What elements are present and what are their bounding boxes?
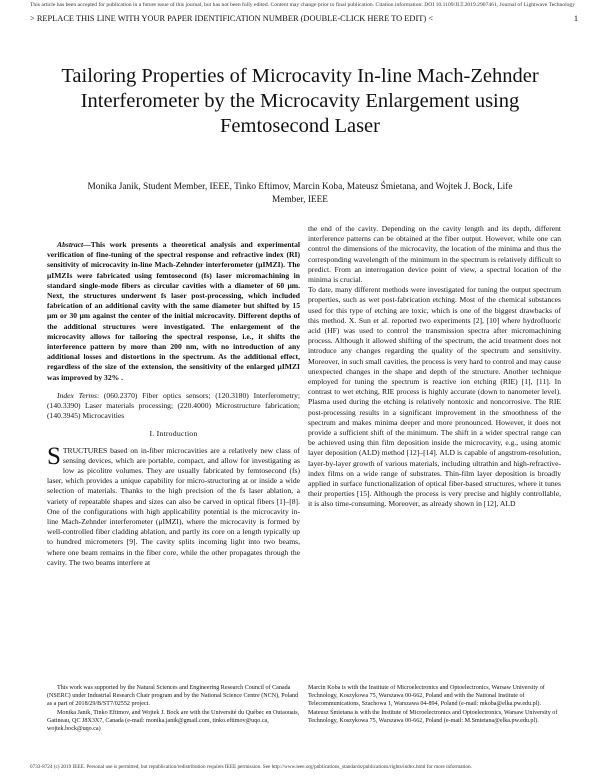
right-paragraph-2: To date, many different methods were investigated for tuning the output spectrum properties, such as wet post-fabrication etching. Most of the chemical substances used for this type of etching are toxic, which is one of the biggest drawbacks of this method. X. Sun et al. reported two experiments [2], [10] where hydrofluoric acid (HF) was used to control the transmission spectra after micromachining process. Although it allowed shifting of the spectrum, the acid treatment does not introduce any changes regarding the quality of the spectrum and sensitivity. Moreover, in such small cavities, the process is very hard to control and may cause unexpected changes in the shape and depth of the structure. Another technique employed for tuning the spectrum is reactive ion etching (RIE) [1], [11]. In contrast to wet etching, RIE process is highly accurate (down to nanometer level). Plasma used during the etching is relatively nontoxic and noncorrosive. The RIE post-processing results in a significant improvement in the smoothness of the spectrum and makes minima deeper and more pronounced. However, it does not provide a sufficient shift of the minimum. The shift in a wider spectral range can be achieved using thin film deposition inside the microcavity, e.g., using atomic layer deposition (ALD) method [12]–[14]. ALD is capable of angstrom-resolution, layer-by-layer growth of various materials, including ultrathin and high-refractive-index films on a wide range of substrates. Thin-film layer deposition is broadly applied in surface functionalization of optical fiber-based structures, where it tunes their properties [15]. Although the process is very precise and highly controllable, it is also time-consuming. Moreover, as already shown in [12], ALD [308, 285, 561, 509]
right-column [308, 224, 561, 510]
index-terms-text: : (060.2370) Fiber optics sensors; (120.3180) Interferometry; (140.3390) Laser materials processing; (220.4000) Microstructure fabrication; (140.3945) Microcavities [47, 390, 300, 421]
author-list: Monika Janik, Student Member, IEEE, Tinko Eftimov, Marcin Koba, Mateusz Śmietana, and Wojtek J. Bock, Life Member, IEEE [87, 182, 513, 205]
section-heading: I. Introduction [149, 429, 198, 439]
intro-paragraph [47, 442, 300, 568]
intro-text: TRUCTURES based on in-fiber microcavities are a relatively new class of sensing devices, which are portable, compact, and allow for investigating as low as picolitre volumes. They are usually fabricated by femtosecond (fs) laser, which provides a unique capability for micro-structuring at or inside a wide selection of materials. Thanks to the high precision of the fs laser ablation, a variety of repeatable shapes and sizes can also be carved in optical fibers [1]–[8]. One of the configurations with high applicability potential is the microcavity in-line Mach-Zehnder interferometer (μIMZI), where the microcavity is formed by well-controlled fiber cladding ablation, and partly its core on a length typically up to hundred micrometers [9]. The cavity splits incoming light into two beams, where one beam remains in the fiber core, while the other propagates through the cavity. The two beams interfere at [47, 445, 300, 567]
index-terms-label: Index Terms [57, 390, 97, 400]
footnotes-right [308, 684, 561, 725]
footnotes-left [47, 684, 300, 733]
funding-footnote: This work was supported by the Natural Sciences and Engineering Research Council of Canada (NSERC) under Industrial Research Chair program and by the National Science Centre (NCN), Poland as a part of 2018/29/B/ST7/02552 project. [47, 685, 299, 708]
right-paragraph-1: the end of the cavity. Depending on the cavity length and its depth, different interference patterns can be obtained at the fiber output. However, while one can control the dimensions of the microcavity, the location of the minima and thus the corresponding wavelength of the minimum in the spectrum is relatively difficult to predict. From an interrogation device point of view, a spectral location of the minima is crucial. [308, 224, 561, 285]
page-number: 1 [573, 14, 578, 23]
abstract [47, 240, 300, 383]
index-terms [47, 391, 300, 422]
paper-title: Tailoring Properties of Microcavity In-line Mach-Zehnder Interferometer by the Microcavity Enlargement using Femtosecond Laser [61, 65, 539, 137]
affiliation-footnote-2: Marcin Koba is with the Institute of Microelectronics and Optoelectronics, Warsaw University of Technology, Koszykowa 75, Warszawa 00-662, Poland and with the National Institute of Telecommunications, Szachowa 1, Warszawa 04-894, Poland (e-mail: mkoba@elka.pw.edu.pl). [308, 685, 545, 708]
running-header [30, 14, 578, 23]
publication-notice: This article has been accepted for publication in a future issue of this journal, but has not been fully edited. Content may change prior to final publication. Citation information: DOI 10.1109/JLT.2019.2907461, Journal of Lightwave Technology [30, 2, 576, 8]
abstract-label: Abstract [57, 240, 84, 249]
abstract-text: —This work presents a theoretical analysis and experimental verification of fine-tuning of the spectral response and refractive index (RI) sensitivity of microcavity in-line Mach-Zehnder interferometer (μIMZI). The μIMZIs were fabricated using femtosecond (fs) laser micromachining in standard single-mode fibers as circular cavities with a diameter of 60 μm. Next, the structures underwent fs laser post-processing, which included fabrication of an additional cavity with the same diameter but shifted by 15 μm or 30 μm against the center of the initial microcavity. Different depths of the additional structures were investigated. The enlargement of the microcavity allows for tailoring the spectral response, i.e., it shifts the interference pattern by more than 200 nm, with no introduction of any additional losses and distortions in the spectrum. As the additional effect, regardless of the size of the extension, the sensitivity of the enlarged μIMZI was improved by 32% . [47, 240, 300, 382]
drop-cap: S [47, 442, 61, 470]
copyright-notice: 0733-8724 (c) 2019 IEEE. Personal use is permitted, but republication/redistribution requires IEEE permission. See http://www.ieee.org/publications_standards/publications/rights/index.html for more information. [30, 764, 472, 770]
header-placeholder: > REPLACE THIS LINE WITH YOUR PAPER IDENTIFICATION NUMBER (DOUBLE-CLICK HERE TO EDIT) < [30, 14, 433, 23]
left-column [47, 240, 300, 568]
affiliation-footnote-1: Monika Janik, Tinko Eftimov, and Wojtek J. Bock are with the Université du Québec en Outaouais, Gatineau, QC J8X3X7, Canada (e-mail: monika.janik@gmail.com, tinko.eftimov@uqo.ca, wojtek.bock@uqo.ca) [47, 709, 300, 733]
affiliation-footnote-3: Mateusz Śmietana is with the Institute of Microelectronics and Optoelectronics, Warsaw University of Technology, Koszykowa 75, Warszawa 00-662, Poland (e-mail: M.Smietana@elka.pw.edu.pl). [308, 709, 558, 724]
